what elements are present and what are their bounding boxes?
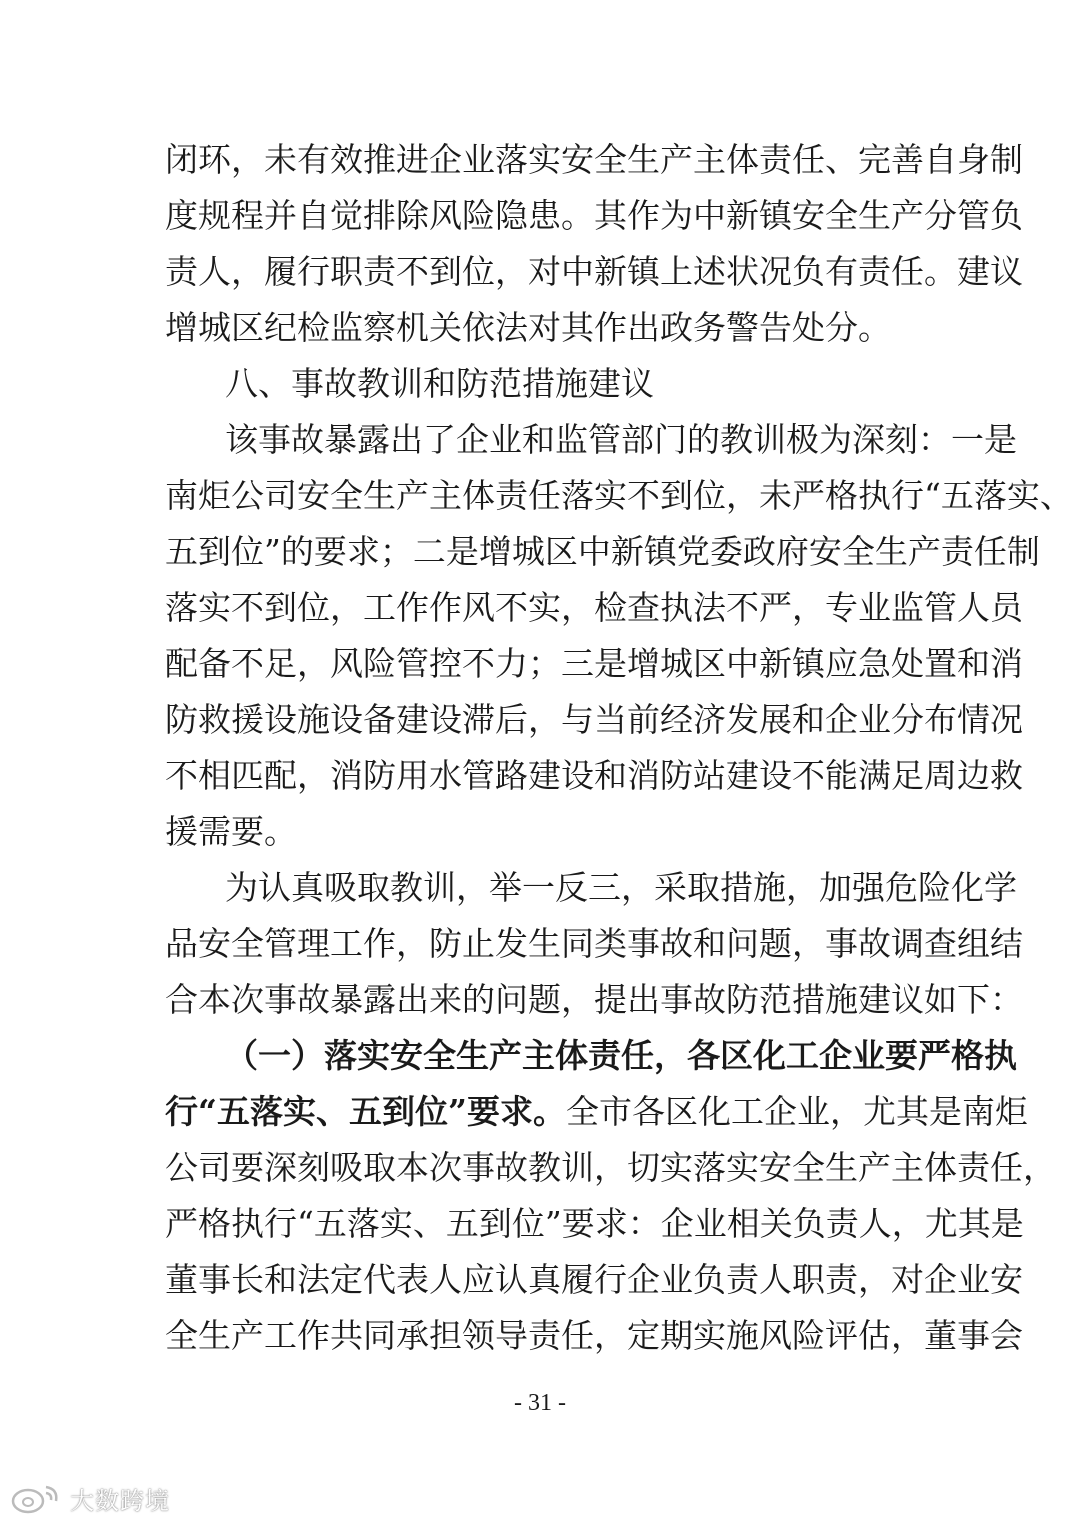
watermark [10,1480,170,1516]
subheading-line-2: 行“五落实、五到位”要求。 [165,1092,566,1131]
body-line-8: 五到位”的要求；二是增城区中新镇党委政府安全生产责任制 [165,532,1040,571]
body-line-2: 度规程并自觉排除风险隐患。其作为中新镇安全生产分管负 [165,196,1023,235]
body-line-10: 配备不足，风险管控不力；三是增城区中新镇应急处置和消 [165,644,1023,683]
body-line-4: 增城区纪检监察机关依法对其作出政务警告处分。 [165,308,891,347]
body-line-9: 落实不到位，工作作风不实，检查执法不严，专业监管人员 [165,588,1023,627]
body-line-7: 南炬公司安全生产主体责任落实不到位，未严格执行“五落实、 [165,476,1073,515]
watermark-text: 大数跨境 [70,1486,170,1515]
body-line-14: 为认真吸取教训，举一反三，采取措施，加强危险化学 [225,868,1017,907]
body-line-16: 合本次事故暴露出来的问题，提出事故防范措施建议如下： [165,980,1023,1019]
body-line-18 [165,1092,1028,1132]
body-line-22: 全生产工作共同承担领导责任，定期实施风险评估，董事会 [165,1316,1023,1355]
body-line-15: 品安全管理工作，防止发生同类事故和问题，事故调查组结 [165,924,1023,963]
body-line-1: 闭环，未有效推进企业落实安全生产主体责任、完善自身制 [165,140,1023,179]
section-heading: 八、事故教训和防范措施建议 [225,364,654,403]
subheading-line-1: （一）落实安全生产主体责任，各区化工企业要严格执 [225,1036,1017,1075]
body-line-18-text: 全市各区化工企业，尤其是南炬 [565,1092,1028,1131]
weibo-logo-icon [10,1481,64,1515]
page-number: - 31 - [514,1390,566,1416]
body-line-13: 援需要。 [165,812,297,851]
body-line-12: 不相匹配，消防用水管路建设和消防站建设不能满足周边救 [165,756,1023,795]
body-line-11: 防救援设施设备建设滞后，与当前经济发展和企业分布情况 [165,700,1023,739]
body-line-21: 董事长和法定代表人应认真履行企业负责人职责，对企业安 [165,1260,1023,1299]
body-line-3: 责人，履行职责不到位，对中新镇上述状况负有责任。建议 [165,252,1023,291]
body-line-19: 公司要深刻吸取本次事故教训，切实落实安全生产主体责任， [165,1148,1056,1187]
body-line-6: 该事故暴露出了企业和监管部门的教训极为深刻：一是 [225,420,1017,459]
body-line-20: 严格执行“五落实、五到位”要求：企业相关负责人，尤其是 [165,1204,1024,1243]
